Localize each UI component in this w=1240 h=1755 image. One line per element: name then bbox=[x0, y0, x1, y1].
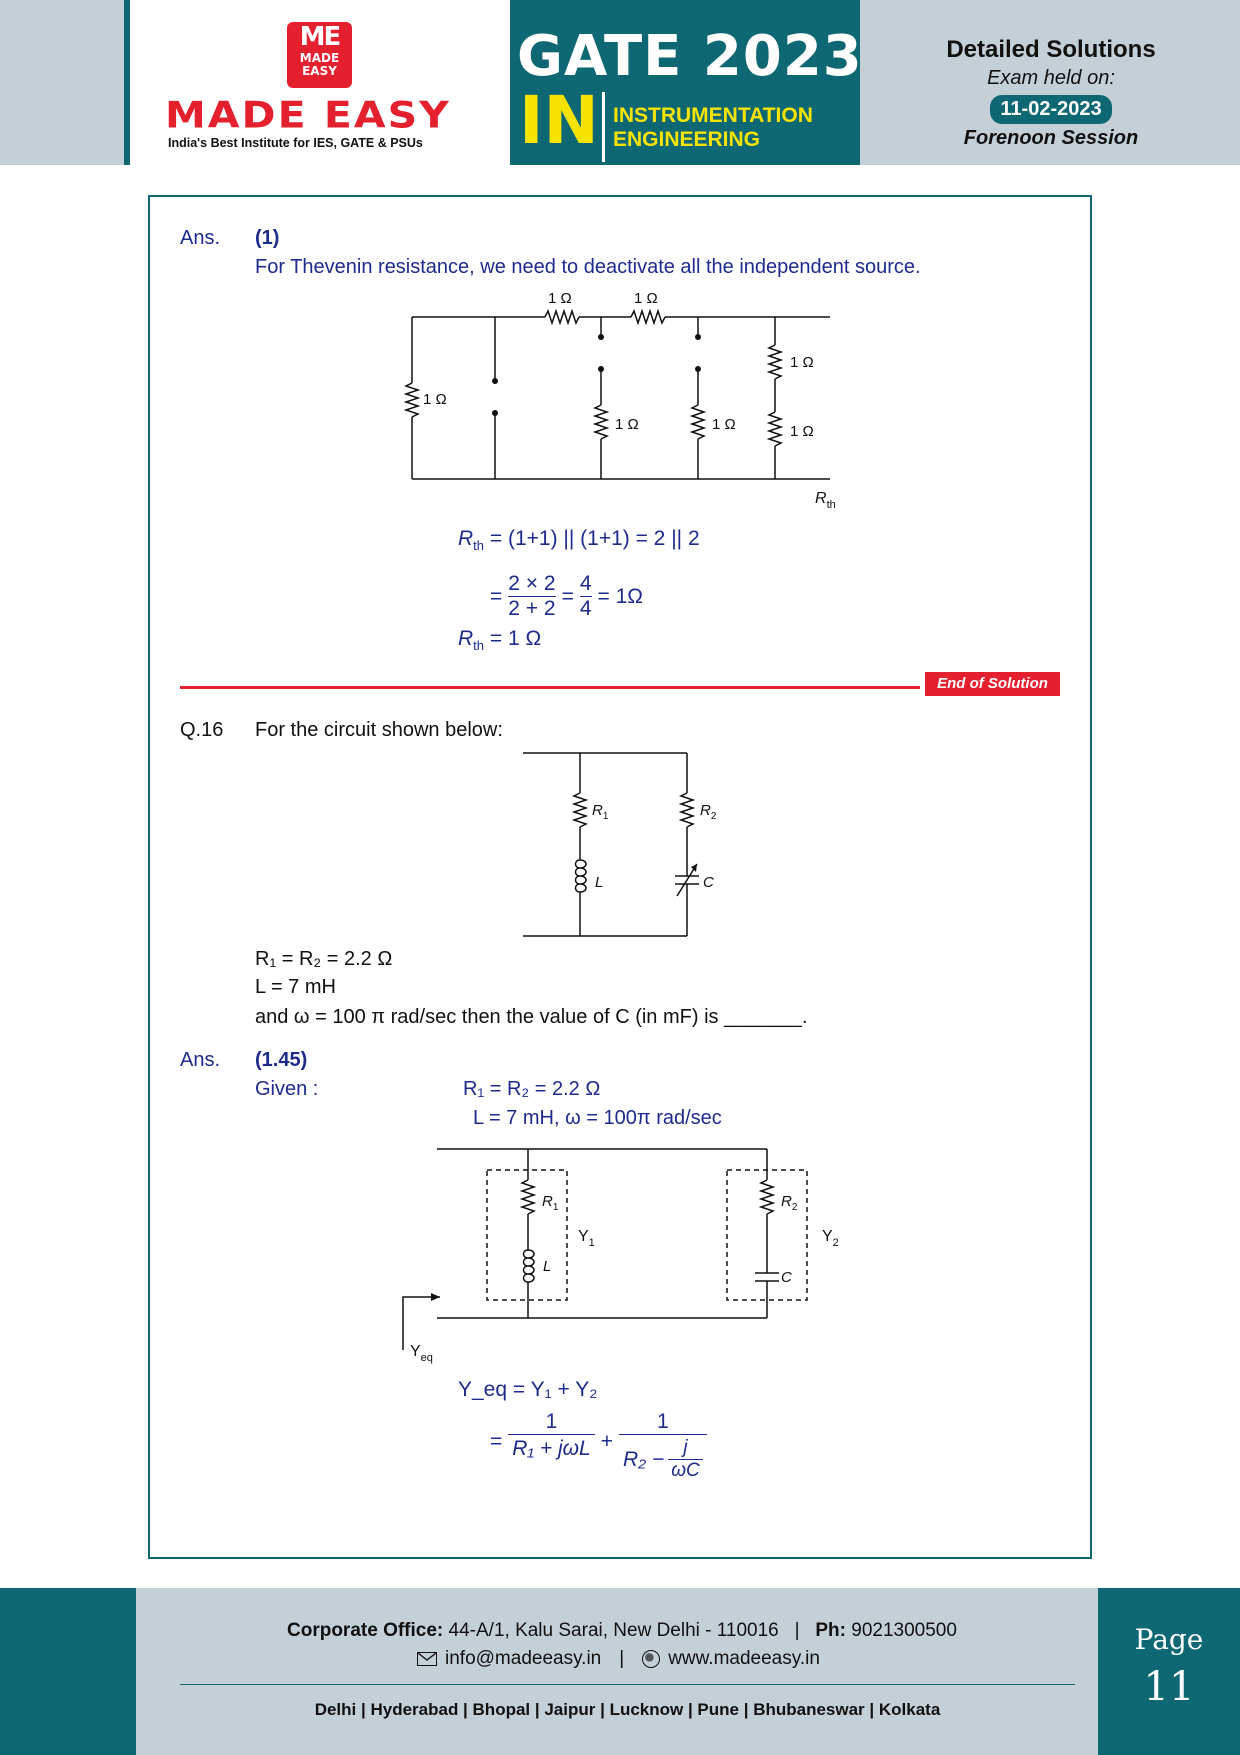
label-r-mid2: 1 Ω bbox=[712, 416, 736, 433]
label-rth: $R_{th}$ bbox=[815, 490, 836, 511]
ans16-label: Ans. bbox=[180, 1049, 221, 1071]
rlc-question-circuit bbox=[515, 748, 730, 943]
paper-name: INSTRUMENTATION ENGINEERING bbox=[613, 104, 813, 151]
rth-equation-2: = $\frac{2 \times 2}{2 + 2}$ = $\frac{4}{4}$ = 1Ω bbox=[490, 572, 643, 620]
made-easy-logo-icon: ME MADE EASY bbox=[287, 22, 352, 88]
label-r-left: 1 Ω bbox=[423, 391, 447, 408]
label-y1: $Y_1$ bbox=[578, 1228, 595, 1249]
paper-divider bbox=[602, 92, 605, 162]
page-label: Page bbox=[1134, 1623, 1204, 1656]
given-l: L = 7 mH bbox=[255, 976, 336, 998]
yeq-equation-2: = 1 R₁ + jωL + 1 R₂ − $\frac{j}{\omega C}$ bbox=[490, 1410, 707, 1482]
ans16-value: (1.45) bbox=[255, 1049, 308, 1071]
paper-code: IN bbox=[519, 82, 599, 159]
label-r-mid1: 1 Ω bbox=[615, 416, 639, 433]
globe-icon bbox=[642, 1650, 660, 1668]
label-r-right-top: 1 Ω bbox=[790, 354, 814, 371]
exam-info bbox=[862, 36, 1240, 150]
footer-divider bbox=[180, 1684, 1075, 1685]
brand-name: MADE EASY bbox=[165, 94, 451, 137]
contact-line: info@madeeasy.in | www.madeeasy.in bbox=[417, 1648, 820, 1670]
exam-date-badge: 11-02-2023 bbox=[990, 95, 1111, 124]
ans-value: (1) bbox=[255, 227, 280, 249]
logo-text: MADE EASY bbox=[299, 51, 340, 78]
yeq-equation-1: Y_eq = Y₁ + Y₂ bbox=[458, 1378, 598, 1401]
question-number: Q.16 bbox=[180, 719, 224, 741]
website-link[interactable]: www.madeeasy.in bbox=[668, 1648, 820, 1669]
rth-equation-1: $R_{th} = (1+1)$ || (1+1) = 2 || 2 bbox=[458, 527, 700, 554]
label-l-c3: L bbox=[543, 1258, 552, 1275]
label-r-right-bot: 1 Ω bbox=[790, 423, 814, 440]
label-r1-c3: $R_1$ bbox=[542, 1193, 559, 1213]
mail-icon bbox=[417, 1652, 437, 1666]
corporate-office-line: Corporate Office: 44-A/1, Kalu Sarai, New Delhi - 110016 | Ph: 9021300500 bbox=[287, 1620, 957, 1641]
label-c-c3: C bbox=[781, 1269, 792, 1286]
label-c: C bbox=[703, 874, 714, 891]
rth-equation-3: $R_{th} = 1$ Ω bbox=[458, 627, 542, 654]
given-label: Given : bbox=[255, 1078, 319, 1100]
detailed-solutions-title: Detailed Solutions bbox=[946, 36, 1156, 63]
admittance-circuit-diagram bbox=[395, 1140, 845, 1370]
given-omega-question: and ω = 100 π rad/sec then the value of C (in mF) is _______. bbox=[255, 1006, 808, 1028]
footer-left-block bbox=[0, 1588, 136, 1755]
page-number: 11 bbox=[1143, 1664, 1195, 1710]
brand-tagline: India's Best Institute for IES, GATE & PSUs bbox=[168, 136, 423, 150]
thevenin-explanation: For Thevenin resistance, we need to deactivate all the independent source. bbox=[255, 256, 921, 278]
given-line-2: L = 7 mH, ω = 100π rad/sec bbox=[473, 1107, 722, 1129]
label-r-top2: 1 Ω bbox=[634, 290, 658, 307]
email-link[interactable]: info@madeeasy.in bbox=[445, 1648, 602, 1669]
label-y2: $Y_2$ bbox=[822, 1228, 839, 1249]
given-line-1: R₁ = R₂ = 2.2 Ω bbox=[463, 1078, 601, 1100]
end-of-solution-rule bbox=[180, 686, 920, 689]
session-label: Forenoon Session bbox=[963, 127, 1139, 149]
label-l: L bbox=[595, 874, 604, 891]
label-r1: $R_1$ bbox=[592, 802, 609, 822]
footer-info-panel bbox=[136, 1588, 1098, 1755]
thevenin-circuit-diagram bbox=[395, 285, 855, 515]
gate-title: GATE 2023 bbox=[517, 24, 863, 89]
question-text: For the circuit shown below: bbox=[255, 719, 503, 741]
end-of-solution-tag: End of Solution bbox=[925, 672, 1060, 696]
given-r1-r2: R₁ = R₂ = 2.2 Ω bbox=[255, 948, 393, 970]
header-accent-bar bbox=[124, 0, 130, 165]
exam-held-label: Exam held on: bbox=[987, 67, 1115, 89]
ans-label: Ans. bbox=[180, 227, 221, 249]
label-r2: $R_2$ bbox=[700, 802, 717, 822]
branch-cities: Delhi | Hyderabad | Bhopal | Jaipur | Lucknow | Pune | Bhubaneswar | Kolkata bbox=[314, 1700, 941, 1719]
label-r-top1: 1 Ω bbox=[548, 290, 572, 307]
label-r2-c3: $R_2$ bbox=[781, 1193, 798, 1213]
label-yeq: $Y_{eq}$ bbox=[410, 1343, 433, 1364]
